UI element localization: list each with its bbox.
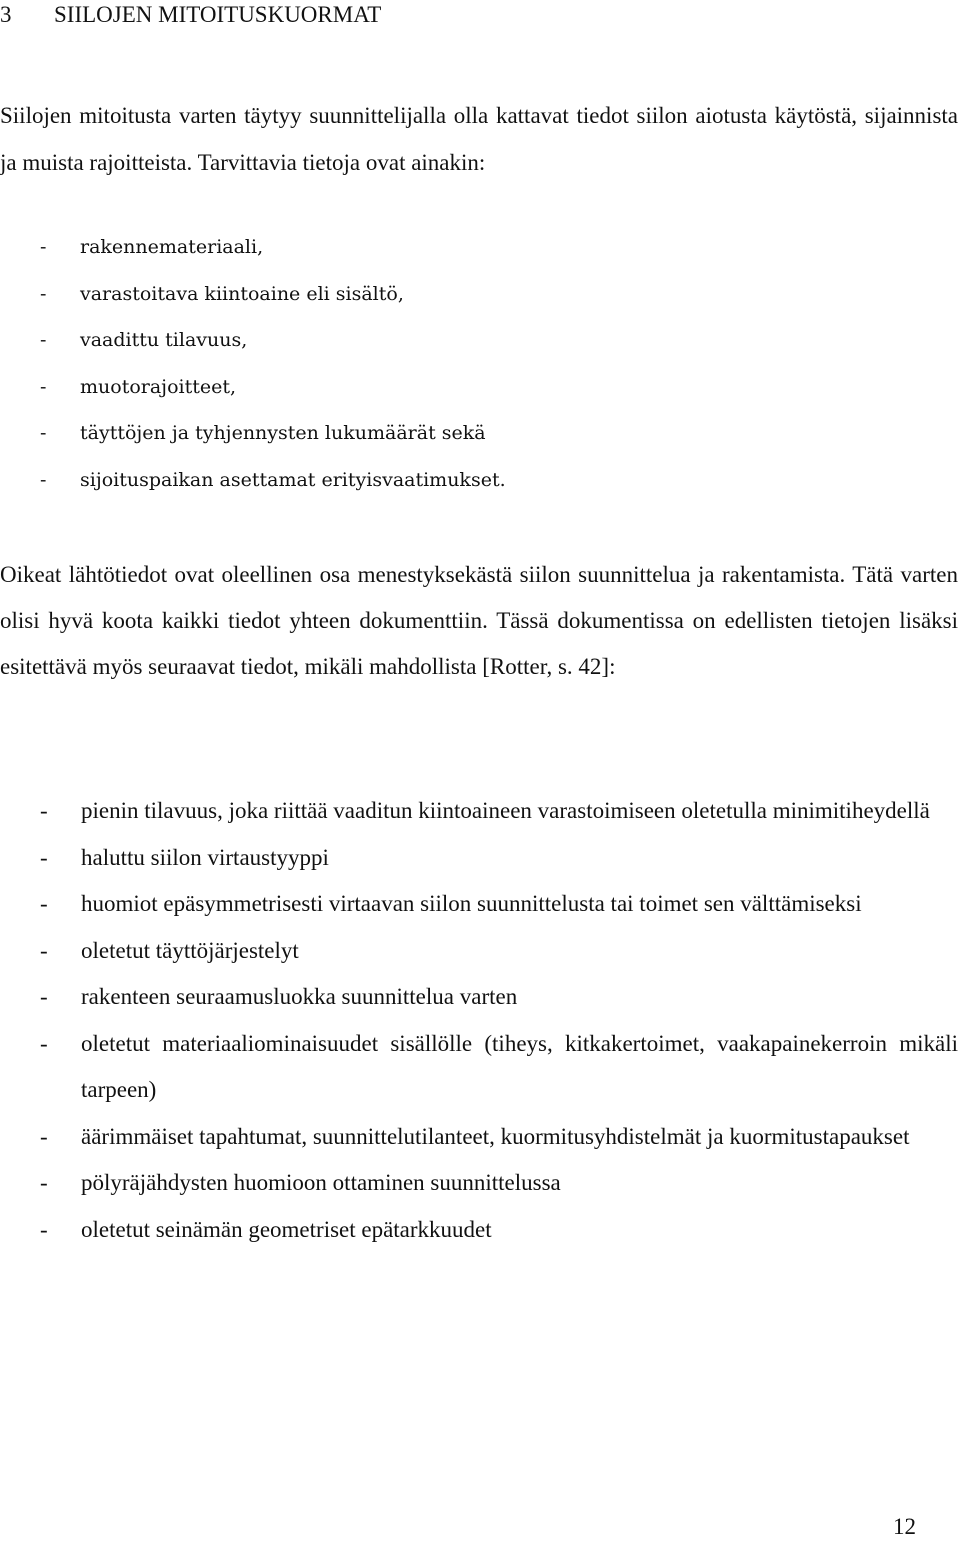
list-item: - huomiot epäsymmetrisesti virtaavan siilon suunnittelusta tai toimet sen välttämiseksi	[0, 881, 958, 928]
bullet-dash: -	[40, 375, 47, 398]
second-paragraph: Oikeat lähtötiedot ovat oleellinen osa menestyksekästä siilon suunnittelua ja rakentamista. Tätä varten olisi hyvä koota kaikki tiedot yhteen dokumenttiin. Tässä dokumentissa on edellisten tietojen lisäksi esitettävä myös seuraavat tiedot, mikäli mahdollista [Rotter, s. 42]:	[0, 562, 958, 679]
bullet-dash: -	[40, 937, 48, 963]
bullet-dash: -	[40, 844, 48, 870]
section-heading	[0, 0, 381, 30]
list-item: - pölyräjähdysten huomioon ottaminen suunnittelussa	[0, 1160, 958, 1207]
bullet-dash: -	[40, 891, 48, 916]
bullet-dash: -	[40, 236, 47, 258]
list-item: - varastoitava kiintoaine eli sisältö,	[0, 279, 958, 326]
intro-paragraph: Siilojen mitoitusta varten täytyy suunnittelijalla olla kattavat tiedot siilon aiotusta käytöstä, sijainnista ja muista rajoitteista. Tarvittavia tietoja ovat ainakin:	[0, 103, 958, 175]
page-number: 12	[893, 1514, 916, 1539]
required-info-list	[0, 232, 958, 511]
list-item: - vaadittu tilavuus,	[0, 325, 958, 372]
list-item: - rakenteen seuraamusluokka suunnittelua varten	[0, 974, 958, 1021]
list-item: - pienin tilavuus, joka riittää vaaditun kiintoaineen varastoimiseen oletetulla minimitiheydellä	[0, 788, 958, 835]
bullet-dash: -	[40, 282, 47, 305]
additional-info-list	[0, 788, 958, 1253]
list-item: - rakennemateriaali,	[0, 232, 958, 279]
list-item: - muotorajoitteet,	[0, 372, 958, 419]
list-item: - täyttöjen ja tyhjennysten lukumäärät sekä	[0, 418, 958, 465]
list-item: - haluttu siilon virtaustyyppi	[0, 835, 958, 882]
list-item: - oletetut täyttöjärjestelyt	[0, 928, 958, 975]
section-title: SIILOJEN MITOITUSKUORMAT	[54, 2, 382, 27]
list-item: - oletetut materiaaliominaisuudet sisällölle (tiheys, kitkakertoimet, vaakapainekerroin mikäli tarpeen)	[0, 1021, 958, 1114]
list-item: - oletetut seinämän geometriset epätarkkuudet	[0, 1207, 958, 1254]
bullet-dash: -	[40, 984, 48, 1009]
bullet-dash: -	[40, 1123, 48, 1149]
bullet-dash: -	[40, 1216, 48, 1242]
list-item: - äärimmäiset tapahtumat, suunnittelutilanteet, kuormitusyhdistelmät ja kuormitustapaukset	[0, 1114, 958, 1161]
section-number: 3	[0, 2, 12, 27]
bullet-dash: -	[40, 468, 47, 491]
bullet-dash: -	[40, 798, 48, 823]
bullet-dash: -	[40, 1030, 48, 1056]
bullet-dash: -	[40, 422, 47, 444]
list-item: - sijoituspaikan asettamat erityisvaatimukset.	[0, 465, 958, 512]
bullet-dash: -	[40, 329, 47, 351]
bullet-dash: -	[40, 1170, 48, 1195]
